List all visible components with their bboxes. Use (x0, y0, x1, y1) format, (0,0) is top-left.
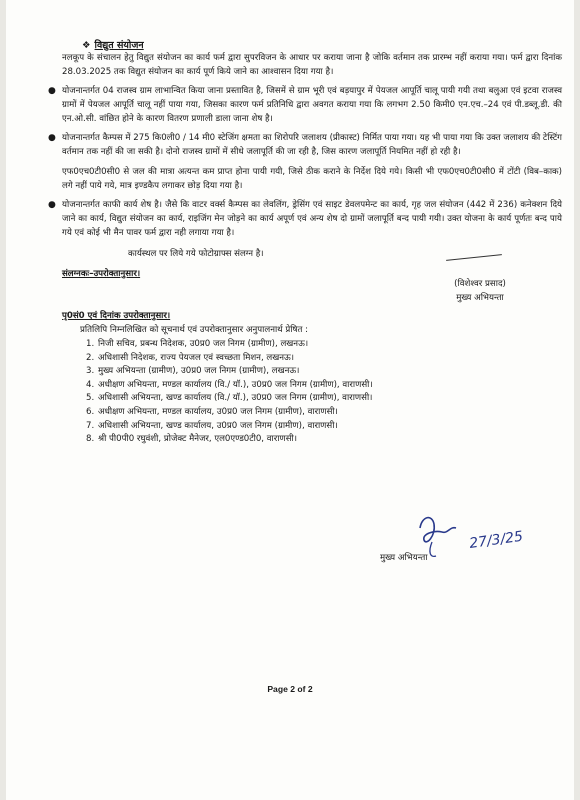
bullet-text: योजनान्तर्गत 04 राजस्व ग्राम लाभान्वित किया जाना प्रस्तावित है, जिसमें से ग्राम भूरी एवं बड़यापुर में पेयजल आपूर्ति चालू पायी गयी तथा बलुआ एवं इटवा राजस्व ग्रामों में पेयजल आपूर्ति चालू नहीं पाया गया, जिसका कारण फर्म प्रतिनिधि द्वारा अवगत कराया गया कि लगभग 2.50 किमी0 एन.एच.–24 एवं पी.डब्लू.डी. की एन.ओ.सी. वांछित होने के कारण वितरण प्रणाली डाला जाना शेष है। (62, 86, 562, 124)
item-text: अधिशासी अभियन्ता, खण्ड कार्यालय (वि./ यॉ.), उ0प्र0 जल निगम (ग्रामीण), वाराणसी। (98, 393, 373, 404)
scan-edge-left (0, 0, 6, 800)
item-text: अधिशासी अभियन्ता, खण्ड कार्यालय, उ0प्र0 जल निगम (ग्रामीण), वाराणसी। (98, 420, 338, 431)
handwritten-signature (412, 506, 542, 566)
bullet-paragraph (62, 165, 562, 193)
list-item (62, 420, 562, 434)
list-item (62, 433, 562, 447)
attachment-signature-row (62, 267, 562, 303)
item-number: 3. (86, 366, 95, 377)
document-body (48, 36, 562, 447)
page-footer: Page 2 of 2 (267, 684, 313, 694)
attachment-label: संलग्नकः–उपरोक्तानुसार। (62, 269, 141, 279)
photos-attached-note: कार्यस्थल पर लिये गये फोटोग्राफ्स संलग्न है। (128, 249, 264, 259)
bullet-text: एफ0एच0टी0सी0 से जल की मात्रा अत्यन्त कम प्राप्त होना पायी गयी, जिसे ठीक कराने के निर्देश दिये गये। किसी भी एफ0एच0टी0सी0 में टोंटी (विब–काक) लगे नहीं पाये गये, मात्र इण्डकैप लगाकर छोड़ दिया गया है। (62, 167, 562, 191)
list-item (62, 352, 562, 366)
item-number: 8. (86, 434, 95, 445)
scan-edge-right (574, 0, 580, 800)
bullet-paragraph (48, 84, 562, 126)
list-item (62, 338, 562, 352)
item-text: मुख्य अभियन्ता (ग्रामीण), उ0प्र0 जल निगम (ग्रामीण), लखनऊ। (98, 366, 300, 377)
bullet-text: योजनान्तर्गत काफी कार्य शेष है। जैसे कि वाटर वर्क्स कैम्पस का लेवलिंग, ड्रेसिंग एवं साइट डेवलपमेन्ट का कार्य, गृह जल संयोजन (442 में 236) कनेक्शन दिये जाने का कार्य, विद्युत संयोजन का कार्य, राइजिंग मेन जोड़ने का कार्य अपूर्ण एवं अन्य शेष दो ग्रामों जलापूर्ति बन्द पायी गयी। उक्त योजना के कार्य पूर्णतः बन्द पाये गये एवं कोई भी मैन पावर फर्म द्वारा नही लगाया गया है। (62, 200, 562, 238)
list-item (62, 379, 562, 393)
final-designation: मुख्य अभियन्ता (380, 553, 428, 563)
copy-intro: प्रतिलिपि निम्नलिखित को सूचनार्थ एवं उपरोक्तानुसार अनुपालनार्थ प्रेषित : (80, 325, 309, 335)
bullet-dot-icon: ● (48, 200, 56, 210)
signature-date: 27/3/25 (468, 528, 525, 552)
officer-name: (विशेश्वर प्रसाद) (454, 279, 506, 289)
officer-block (440, 277, 520, 305)
intro-paragraph: नलकूप के संचालन हेतु विद्युत संयोजन का कार्य फर्म द्वारा सुपरविजन के आधार पर कराया जाना है जोकि वर्तमान तक प्रारम्भ नहीं कराया गया। फर्म द्वारा दिनांक 28.03.2025 तक विद्युत संयोजन का कार्य पूर्ण किये जाने का आश्वासन दिया गया है। (62, 53, 562, 77)
item-number: 2. (86, 352, 95, 363)
bullet-paragraph (48, 198, 562, 240)
item-text: श्री पी0पी0 रघुवंशी, प्रोजेक्ट मैनेजर, एल0एण्ड0टी0, वाराणसी। (98, 434, 298, 445)
section-title: विद्युत संयोजन (94, 40, 144, 51)
bullet-paragraph (48, 131, 562, 159)
section-heading (82, 38, 562, 51)
item-number: 4. (86, 379, 95, 390)
item-number: 5. (86, 393, 95, 404)
item-text: निजी सचिव, प्रबन्ध निदेशक, उ0प्र0 जल निगम (ग्रामीण), लखनऊ। (98, 339, 309, 349)
item-number: 6. (86, 406, 95, 417)
list-item (62, 392, 562, 406)
item-number: 7. (86, 420, 95, 431)
diamond-bullet-icon: ❖ (82, 40, 91, 51)
list-item (62, 365, 562, 379)
copy-list (62, 338, 562, 447)
item-text: अधीक्षण अभियन्ता, मण्डल कार्यालय (वि./ यॉ.), उ0प्र0 जल निगम (ग्रामीण), वाराणसी। (98, 379, 373, 390)
item-text: अधीक्षण अभियन्ता, मण्डल कार्यालय, उ0प्र0 जल निगम (ग्रामीण), वाराणसी। (98, 406, 338, 417)
officer-designation: मुख्य अभियन्ता (456, 293, 504, 303)
item-text: अधिशासी निदेशक, राज्य पेयजल एवं स्वच्छता मिशन, लखनऊ। (98, 352, 295, 363)
bullet-dot-icon: ● (48, 86, 56, 96)
bullet-dot-icon: ● (48, 133, 56, 143)
item-number: 1. (86, 339, 95, 349)
list-item (62, 406, 562, 420)
reference-label: पृ0सं0 एवं दिनांक उपरोक्तानुसार। (62, 311, 171, 321)
bullet-text: योजनान्तर्गत कैम्पस में 275 कि0ली0 / 14 मी0 स्टेजिंग क्षमता का शिरोपरि जलाशय (प्रीकास्ट) निर्मित पाया गया। यह भी पाया गया कि उक्त जलाशय की टेस्टिंग वर्तमान तक नहीं की जा सकी है। दोनो राजस्व ग्रामों में सीधे जलापूर्ति की जा रही है, जिस कारण जलापूर्ति नियमित नहीं हो रही है। (62, 133, 562, 157)
